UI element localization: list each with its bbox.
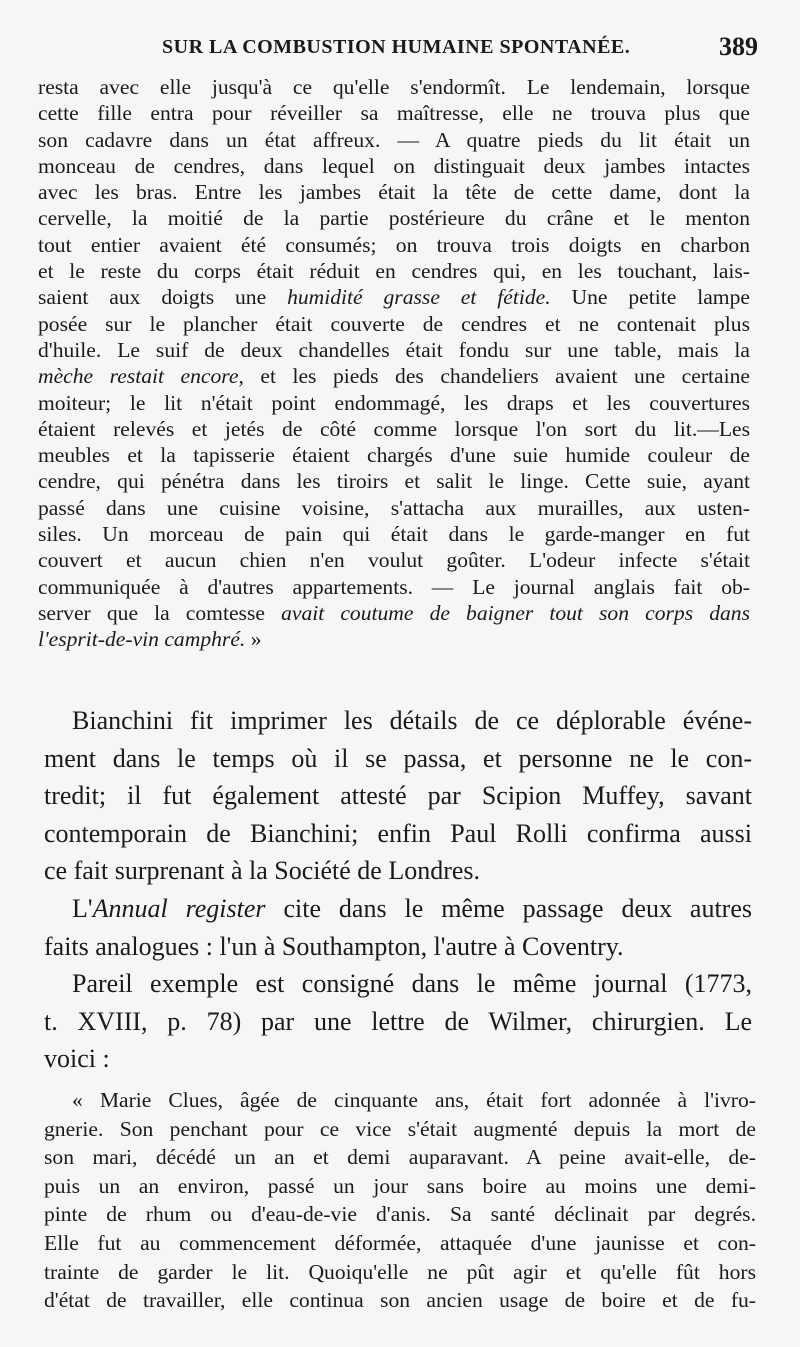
quoted-account-2 <box>44 1086 756 1315</box>
text-line: et le reste du corps était réduit en cendres qui, en les touchant, lais- <box>38 259 750 284</box>
text-line: siles. Un morceau de pain qui était dans le garde-manger en fut <box>38 522 750 547</box>
closing-quote: » <box>250 627 262 652</box>
text-line: son cadavre dans un état affreux. — A quatre pieds du lit était un <box>38 127 750 152</box>
text-segment: cite dans le même passage deux autres <box>265 893 752 923</box>
text-line: posée sur le plancher était couverte de cendres et ne contenait plus <box>38 311 750 336</box>
text-line: resta avec elle jusqu'à ce qu'elle s'endormît. Le lendemain, lorsque <box>38 75 750 99</box>
italic-phrase: l'esprit-de-vin camphré. <box>38 627 246 652</box>
paragraph-line: Pareil exemple est consigné dans le même journal (1773, <box>72 969 752 999</box>
text-line: cervelle, la moitié de la partie postérieure du crâne et le menton <box>38 206 750 231</box>
text-line <box>38 626 750 652</box>
italic-phrase: avait coutume de baigner tout son corps dans <box>281 600 750 625</box>
page-number: 389 <box>719 32 758 61</box>
text-segment: saient aux doigts une <box>38 285 267 310</box>
text-segment: L' <box>72 893 93 923</box>
text-line: tout entier avaient été consumés; on trouva trois doigts en charbon <box>38 232 750 257</box>
text-line: son mari, décédé un an et demi auparavant. A peine avait-elle, de- <box>44 1145 756 1170</box>
italic-phrase: humidité grasse et fétide. <box>287 285 551 310</box>
text-line: puis un an environ, passé un jour sans boire au moins une demi- <box>44 1173 756 1198</box>
running-head <box>40 30 764 70</box>
text-line: Elle fut au commencement déformée, attaquée d'une jaunisse et con- <box>44 1230 756 1255</box>
text-line: cette fille entra pour réveiller sa maîtresse, elle ne trouva plus que <box>38 101 750 126</box>
text-line: communiquée à d'autres appartements. — Le journal anglais fait ob- <box>38 574 750 599</box>
text-line: d'état de travailler, elle continua son ancien usage de boire et de fu- <box>44 1288 756 1313</box>
text-line: avec les bras. Entre les jambes était la tête de cette dame, dont la <box>38 180 750 205</box>
text-line: moiteur; le lit n'était point endommagé, les draps et les couvertures <box>38 390 750 415</box>
text-segment: , et les pieds des chandeliers avaient une certaine <box>238 364 750 389</box>
text-line: meubles et la tapisserie étaient chargés d'une suie humide couleur de <box>38 443 750 468</box>
text-line: trainte de garder le lit. Quoiqu'elle ne pût agir et qu'elle fût hors <box>44 1259 756 1284</box>
text-line: passé dans une cuisine voisine, s'attacha aux murailles, aux usten- <box>38 495 750 520</box>
italic-title: Annual register <box>92 893 266 923</box>
text-line: pinte de rhum ou d'eau-de-vie d'anis. Sa santé déclinait par degrés. <box>44 1202 756 1227</box>
text-line <box>38 600 750 626</box>
running-title: SUR LA COMBUSTION HUMAINE SPONTANÉE. <box>162 36 631 58</box>
paragraph-line: voici : <box>44 1044 110 1074</box>
paragraph-line <box>44 890 752 928</box>
paragraph-line: ce fait surprenant à la Société de Londres. <box>44 856 481 886</box>
text-line: étaient relevés et jetés de côté comme lorsque l'on sort du lit.—Les <box>38 416 750 441</box>
quoted-account-1 <box>38 74 750 653</box>
text-segment: Une petite lampe <box>571 285 750 310</box>
text-line: d'huile. Le suif de deux chandelles était fondu sur une table, mais la <box>38 337 750 362</box>
italic-phrase: mèche restait encore <box>38 364 239 389</box>
paragraph-line: faits analogues : l'un à Southampton, l'autre à Coventry. <box>44 931 624 961</box>
paragraph-line: ment dans le temps où il se passa, et personne ne le con- <box>44 743 752 773</box>
paragraph-line: tredit; il fut également attesté par Scipion Muffey, savant <box>44 781 752 811</box>
text-line: « Marie Clues, âgée de cinquante ans, était fort adonnée à l'ivro- <box>72 1088 756 1112</box>
paragraph-line: contemporain de Bianchini; enfin Paul Rolli confirma aussi <box>44 818 752 848</box>
text-line: monceau de cendres, dans lequel on distinguait deux jambes intactes <box>38 153 750 178</box>
text-line <box>38 363 750 389</box>
text-line: couvert et aucun chien n'en voulut goûter. L'odeur infecte s'était <box>38 548 750 573</box>
text-line: gnerie. Son penchant pour ce vice s'était augmenté depuis la mort de <box>44 1116 756 1141</box>
text-line: cendre, qui pénétra dans les tiroirs et salit le linge. Cette suie, ayant <box>38 469 750 494</box>
main-body-text <box>44 702 752 1078</box>
paragraph-line: t. XVIII, p. 78) par une lettre de Wilmer, chirurgien. Le <box>44 1006 752 1036</box>
text-line <box>38 284 750 310</box>
paragraph-line: Bianchini fit imprimer les détails de ce déplorable événe- <box>72 706 752 735</box>
text-segment: server que la comtesse <box>38 600 265 625</box>
